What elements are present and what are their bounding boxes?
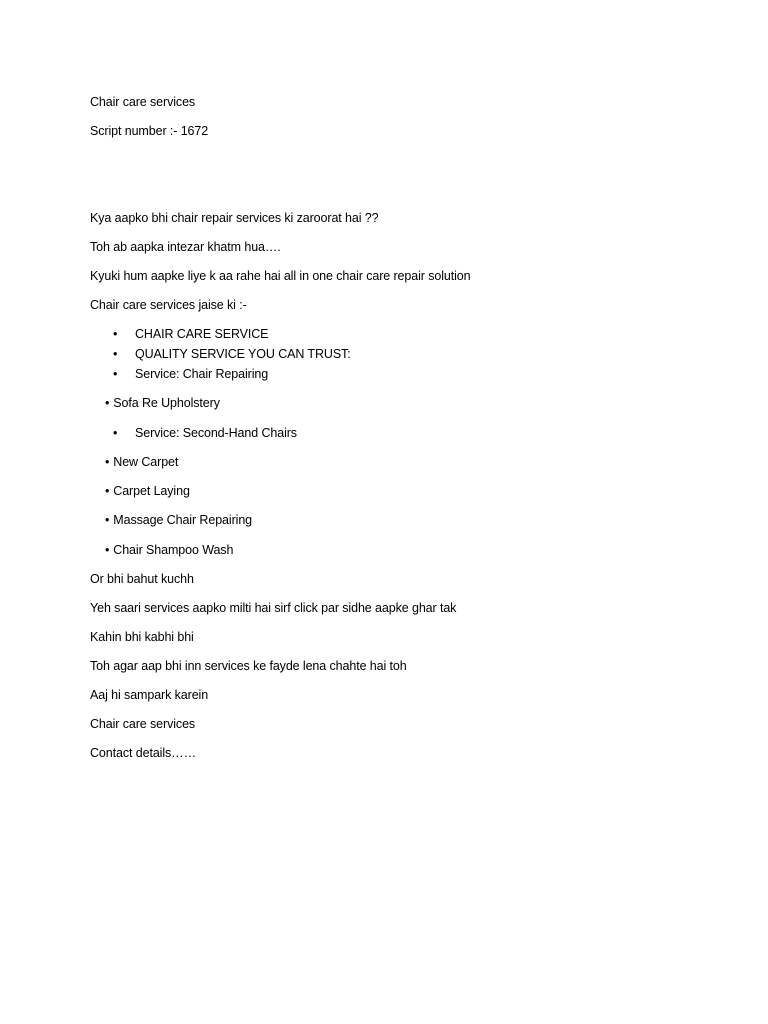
list-item-label: Sofa Re Upholstery <box>113 396 220 410</box>
bullet-icon: • <box>113 327 118 341</box>
list-item <box>105 395 220 411</box>
paragraph: Chair care services <box>90 717 196 731</box>
paragraph: Kya aapko bhi chair repair services ki zaroorat hai ?? <box>90 211 379 225</box>
list-item-label: CHAIR CARE SERVICE <box>135 327 269 341</box>
list-item-label: Service: Chair Repairing <box>135 367 269 381</box>
bullet-icon: • <box>105 543 110 557</box>
list-item <box>105 542 233 558</box>
list-item-label: Chair Shampoo Wash <box>113 543 234 557</box>
paragraph: Kyuki hum aapke liye k aa rahe hai all in one chair care repair solution <box>90 269 471 283</box>
paragraph: Or bhi bahut kuchh <box>90 572 194 586</box>
bullet-icon: • <box>113 367 118 381</box>
list-item-label: Service: Second-Hand Chairs <box>135 426 297 440</box>
bullet-icon: • <box>113 426 118 440</box>
list-item-label: Massage Chair Repairing <box>113 513 253 527</box>
list-item-label: New Carpet <box>113 455 179 469</box>
bullet-icon: • <box>105 513 110 527</box>
script-number: Script number :- 1672 <box>90 124 209 138</box>
list-item <box>105 454 178 470</box>
paragraph: Toh ab aapka intezar khatm hua…. <box>90 240 281 254</box>
paragraph: Toh agar aap bhi inn services ke fayde lena chahte hai toh <box>90 659 407 673</box>
bullet-icon: • <box>105 455 110 469</box>
paragraph: Kahin bhi kabhi bhi <box>90 630 194 644</box>
list-item <box>105 512 252 528</box>
paragraph: Chair care services jaise ki :- <box>90 298 247 312</box>
bullet-icon: • <box>113 347 118 361</box>
bullet-icon: • <box>105 396 110 410</box>
list-item-label: QUALITY SERVICE YOU CAN TRUST: <box>135 347 351 361</box>
list-item <box>105 483 190 499</box>
list-item-label: Carpet Laying <box>113 484 190 498</box>
contact-details: Contact details…… <box>90 746 196 760</box>
paragraph: Aaj hi sampark karein <box>90 688 209 702</box>
paragraph: Yeh saari services aapko milti hai sirf click par sidhe aapke ghar tak <box>90 601 457 615</box>
bullet-icon: • <box>105 484 110 498</box>
document-title: Chair care services <box>90 95 196 109</box>
